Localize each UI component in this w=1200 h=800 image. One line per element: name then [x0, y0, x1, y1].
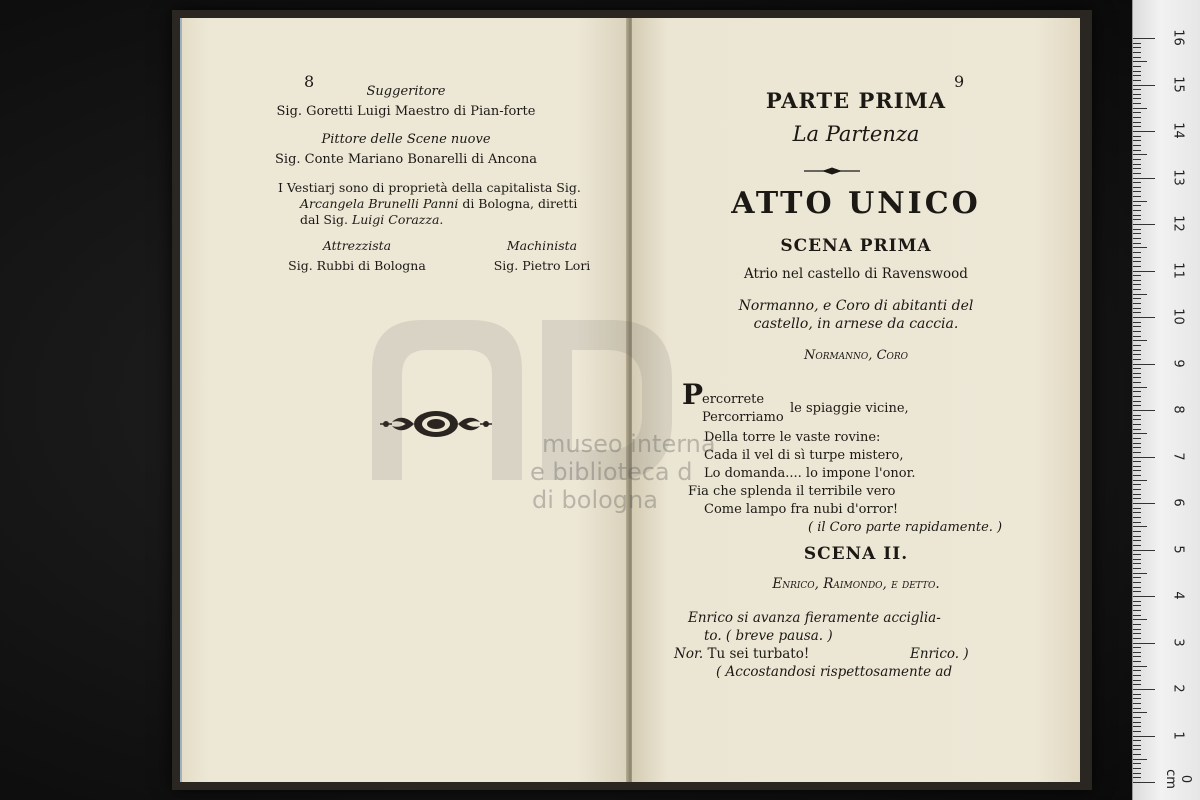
ruler-tick: [1133, 317, 1155, 318]
ruler-tick: [1133, 777, 1141, 778]
ruler-tick: [1133, 336, 1141, 337]
ruler-tick: [1133, 331, 1141, 332]
ruler-tick: [1133, 173, 1141, 174]
scene-1-setting: Atrio nel castello di Ravenswood: [744, 266, 968, 282]
props-role: Attrezzista: [322, 238, 392, 253]
ruler-tick: [1133, 517, 1141, 518]
ruler-tick: [1133, 257, 1141, 258]
ruler-tick: [1133, 494, 1141, 495]
ruler-tick: [1133, 178, 1155, 179]
ruler-number: 12: [1170, 215, 1186, 232]
ruler-tick: [1133, 38, 1155, 39]
ruler-tick: [1133, 656, 1141, 657]
ruler-tick: [1133, 122, 1141, 123]
ruler-tick: [1133, 136, 1141, 137]
left-page: [180, 18, 630, 782]
ruler-tick: [1133, 643, 1155, 644]
ruler-tick: [1133, 47, 1141, 48]
ruler-tick: [1133, 103, 1141, 104]
ruler-tick: [1133, 591, 1141, 592]
scene-2-direction-line-1: Enrico si avanza fieramente accigliа-: [688, 610, 941, 626]
ruler-tick: [1133, 210, 1141, 211]
verse-line-1-rest: le spiaggie vicine,: [790, 401, 909, 416]
nor-speech: Tu sei turbato!: [703, 646, 810, 662]
ruler-number: 3: [1170, 637, 1186, 647]
ruler-tick: [1133, 289, 1141, 290]
ruler-tick: [1133, 722, 1141, 723]
ruler-tick: [1133, 75, 1141, 76]
ruler-tick: [1133, 782, 1155, 783]
verse-line-4: Lo domanda.... lo impone l'onor.: [704, 466, 916, 481]
costume-line-2: [278, 196, 588, 212]
ruler-tick: [1133, 577, 1141, 578]
ruler-tick: [1133, 387, 1147, 388]
ruler-tick: [1133, 85, 1155, 86]
ruler-number: 16: [1170, 29, 1186, 46]
costume-line-3: [278, 212, 588, 228]
ruler-tick: [1133, 438, 1141, 439]
ruler-number: 2: [1170, 684, 1186, 693]
scene-2-direction-line-2: to. ( breve pausa. ): [704, 628, 833, 644]
verse-line-2: Della torre le vaste rovine:: [704, 430, 881, 445]
ruler-tick: [1133, 698, 1141, 699]
ruler-tick: [1133, 596, 1155, 597]
machinist-name: Sig. Pietro Lori: [493, 258, 591, 273]
ruler-tick: [1133, 745, 1141, 746]
ruler-tick: [1133, 708, 1141, 709]
floral-ornament-icon: [378, 408, 494, 440]
speaker-nor: Nor.: [674, 646, 704, 662]
ruler-tick: [1133, 415, 1141, 416]
ruler-tick: [1133, 605, 1141, 606]
ruler-tick: [1133, 731, 1141, 732]
ruler-tick: [1133, 145, 1141, 146]
ruler-tick: [1133, 80, 1141, 81]
ruler-tick: [1133, 94, 1141, 95]
ruler-tick: [1133, 624, 1141, 625]
ruler-tick: [1133, 359, 1141, 360]
speakers-heading: Normanno, Coro: [803, 348, 909, 363]
prompter-role: Suggeritore: [366, 84, 446, 99]
ruler-tick: [1133, 196, 1141, 197]
ruler-tick: [1133, 61, 1147, 62]
ruler-tick: [1133, 522, 1141, 523]
ruler-tick: [1133, 354, 1141, 355]
ruler-tick: [1133, 261, 1141, 262]
ruler-tick: [1133, 303, 1141, 304]
prompter-name: Sig. Goretti Luigi Maestro di Pian-forte: [276, 104, 536, 119]
ruler-tick: [1133, 182, 1141, 183]
ruler-tick: [1133, 350, 1141, 351]
ruler-tick: [1133, 749, 1141, 750]
watermark-text-3: di bologna: [532, 486, 658, 514]
part-subtitle: La Partenza: [792, 122, 920, 146]
ruler-tick: [1133, 503, 1155, 504]
props-name: Sig. Rubbi di Bologna: [288, 258, 426, 273]
ruler-tick: [1133, 652, 1141, 653]
ruler-tick: [1133, 140, 1141, 141]
ruler-tick: [1133, 773, 1141, 774]
ruler-tick: [1133, 191, 1141, 192]
ruler-tick: [1133, 159, 1141, 160]
ruler-tick: [1133, 401, 1141, 402]
ruler-tick: [1133, 568, 1141, 569]
ruler-number: 8: [1170, 405, 1186, 414]
ruler-tick: [1133, 554, 1141, 555]
verse-drop-cap: P: [682, 378, 704, 411]
ruler-tick: [1133, 345, 1141, 346]
ruler-tick: [1133, 238, 1141, 239]
watermark-text-2: e biblioteca d: [530, 458, 693, 486]
ruler-number: 13: [1170, 168, 1186, 186]
ruler-tick: [1133, 563, 1141, 564]
ruler-tick: [1133, 243, 1141, 244]
ruler-tick: [1133, 396, 1141, 397]
scene-2-characters: Enrico, Raimondo, e detto.: [772, 576, 940, 592]
ruler-tick: [1133, 187, 1141, 188]
ruler-tick: [1133, 661, 1141, 662]
ruler-tick: [1133, 754, 1141, 755]
ruler-number: 10: [1170, 308, 1186, 325]
ruler-tick: [1133, 43, 1141, 44]
costume-line-1: I Vestiarj sono di proprietà della capitalista Sig.: [278, 180, 581, 195]
ruler-tick: [1133, 480, 1147, 481]
ruler-tick: [1133, 424, 1141, 425]
ruler-tick: [1133, 294, 1147, 295]
ruler-tick: [1133, 610, 1141, 611]
ruler-tick: [1133, 373, 1141, 374]
right-page: [632, 18, 1080, 782]
measurement-ruler: [1132, 0, 1200, 800]
ruler-tick: [1133, 252, 1141, 253]
ruler-tick: [1133, 382, 1141, 383]
act-title: ATTO UNICO: [731, 186, 981, 221]
ruler-tick: [1133, 280, 1141, 281]
ruler-tick: [1133, 680, 1141, 681]
ruler-tick: [1133, 726, 1141, 727]
ruler-tick: [1133, 391, 1141, 392]
ruler-tick: [1133, 736, 1155, 737]
painter-name: Sig. Conte Mariano Bonarelli di Ancona: [275, 152, 537, 167]
ruler-tick: [1133, 759, 1147, 760]
ruler-tick: [1133, 275, 1141, 276]
ruler-tick: [1133, 466, 1141, 467]
ruler-tick: [1133, 89, 1141, 90]
ruler-number: 1: [1170, 730, 1186, 740]
scene-1-title: SCENA PRIMA: [780, 236, 932, 256]
ruler-tick: [1133, 377, 1141, 378]
ruler-tick: [1133, 670, 1141, 671]
ruler-tick: [1133, 703, 1141, 704]
ruler-tick: [1133, 559, 1141, 560]
ruler-tick: [1133, 247, 1147, 248]
ruler-tick: [1133, 405, 1141, 406]
ruler-unit-label: 0 cm: [1163, 769, 1193, 789]
ruler-tick: [1133, 154, 1147, 155]
costume-director-name: Luigi Corazza.: [351, 212, 444, 227]
verse-word-a: ercorrete: [702, 392, 765, 407]
ruler-tick: [1133, 340, 1147, 341]
ruler-tick: [1133, 71, 1141, 72]
ruler-number: 11: [1170, 261, 1186, 279]
verse-line-3: Cada il vel di sì turpe mistero,: [704, 448, 904, 463]
ruler-tick: [1133, 675, 1141, 676]
ruler-tick: [1133, 205, 1141, 206]
ruler-tick: [1133, 447, 1141, 448]
ruler-tick: [1133, 633, 1141, 634]
ruler-tick: [1133, 429, 1141, 430]
machinist-role: Machinista: [506, 238, 578, 253]
ruler-number: 14: [1170, 122, 1186, 139]
ruler-tick: [1133, 271, 1155, 272]
ruler-tick: [1133, 326, 1141, 327]
painter-role: Pittore delle Scene nuove: [321, 132, 491, 147]
costume-paragraph: [278, 180, 588, 228]
scene-1-characters-line-2: castello, in arnese da caccia.: [753, 316, 959, 332]
speaker-enrico: Enrico. ): [910, 646, 969, 662]
ruler-tick: [1133, 526, 1147, 527]
ruler-tick: [1133, 540, 1141, 541]
ruler-tick: [1133, 233, 1141, 234]
ruler-tick: [1133, 587, 1141, 588]
ruler-tick: [1133, 619, 1147, 620]
ruler-tick: [1133, 545, 1141, 546]
ruler-tick: [1133, 531, 1141, 532]
ruler-tick: [1133, 712, 1147, 713]
ruler-tick: [1133, 168, 1141, 169]
ruler-tick: [1133, 66, 1141, 67]
scene-1-characters-line-1: Normanno, e Coro di abitanti del: [738, 298, 974, 314]
ruler-tick: [1133, 684, 1141, 685]
ruler-tick: [1133, 740, 1141, 741]
ruler-tick: [1133, 512, 1141, 513]
ruler-tick: [1133, 484, 1141, 485]
ruler-tick: [1133, 117, 1141, 118]
ruler-tick: [1133, 298, 1141, 299]
ruler-number: 6: [1170, 498, 1186, 507]
ruler-tick: [1133, 508, 1141, 509]
ruler-tick: [1133, 224, 1155, 225]
stage-direction-1: ( il Coro parte rapidamente. ): [808, 520, 1003, 535]
ruler-tick: [1133, 443, 1141, 444]
ruler-tick: [1133, 615, 1141, 616]
costume-line-2-rest: di Bologna, diretti: [458, 196, 578, 211]
ruler-tick: [1133, 126, 1141, 127]
ruler-tick: [1133, 475, 1141, 476]
costume-owner-name: Arcangela Brunelli Panni: [300, 196, 459, 211]
ruler-number: 4: [1170, 591, 1186, 600]
ruler-tick: [1133, 52, 1141, 53]
ruler-tick: [1133, 689, 1155, 690]
ruler-tick: [1133, 364, 1155, 365]
costume-line-3-prefix: dal Sig.: [300, 212, 352, 227]
ruler-tick: [1133, 312, 1141, 313]
ruler-tick: [1133, 638, 1141, 639]
ruler-tick: [1133, 768, 1141, 769]
ruler-tick: [1133, 694, 1141, 695]
ruler-tick: [1133, 457, 1155, 458]
ruler-tick: [1133, 108, 1147, 109]
ruler-tick: [1133, 98, 1141, 99]
ruler-tick: [1133, 219, 1141, 220]
ruler-tick: [1133, 150, 1141, 151]
ruler-tick: [1133, 410, 1155, 411]
ruler-tick: [1133, 452, 1141, 453]
part-title: PARTE PRIMA: [765, 88, 947, 113]
verse-word-b: Percorriamo: [702, 410, 784, 425]
watermark-text-1: museo interna: [542, 430, 716, 458]
ruler-tick: [1133, 131, 1155, 132]
page-number-right: 9: [954, 72, 965, 91]
scene-2-title: SCENA II.: [803, 544, 909, 564]
verse-line-6: Come lampo fra nubi d'orror!: [704, 502, 899, 517]
ruler-tick: [1133, 322, 1141, 323]
ruler-tick: [1133, 550, 1155, 551]
ruler-tick: [1133, 433, 1147, 434]
ruler-tick: [1133, 461, 1141, 462]
ruler-number: 5: [1170, 544, 1186, 554]
scene-2-direction-last: ( Accostandosi rispettosamente ad: [716, 664, 953, 680]
ruler-tick: [1133, 498, 1141, 499]
ruler-tick: [1133, 266, 1141, 267]
ruler-tick: [1133, 308, 1141, 309]
nor-line: [674, 646, 809, 662]
divider-rule: [802, 166, 862, 176]
ruler-number: 9: [1170, 358, 1186, 368]
page-number-left: 8: [304, 72, 315, 91]
ruler-tick: [1133, 629, 1141, 630]
ruler-tick: [1133, 536, 1141, 537]
ruler-tick: [1133, 470, 1141, 471]
ruler-tick: [1133, 284, 1141, 285]
ruler-tick: [1133, 763, 1141, 764]
ruler-tick: [1133, 601, 1141, 602]
ruler-tick: [1133, 666, 1147, 667]
ruler-tick: [1133, 215, 1141, 216]
ruler-number: 7: [1170, 451, 1186, 461]
ruler-tick: [1133, 582, 1141, 583]
ruler-tick: [1133, 647, 1141, 648]
verse-line-5: Fia che splenda il terribile vero: [688, 484, 896, 499]
ruler-tick: [1133, 419, 1141, 420]
open-book: [172, 10, 1092, 790]
ruler-number: 15: [1170, 75, 1186, 93]
ruler-tick: [1133, 112, 1141, 113]
ruler-tick: [1133, 489, 1141, 490]
ruler-tick: [1133, 717, 1141, 718]
ruler-tick: [1133, 164, 1141, 165]
ruler-tick: [1133, 201, 1147, 202]
ruler-tick: [1133, 57, 1141, 58]
ruler-tick: [1133, 573, 1147, 574]
ruler-tick: [1133, 229, 1141, 230]
ruler-tick: [1133, 368, 1141, 369]
